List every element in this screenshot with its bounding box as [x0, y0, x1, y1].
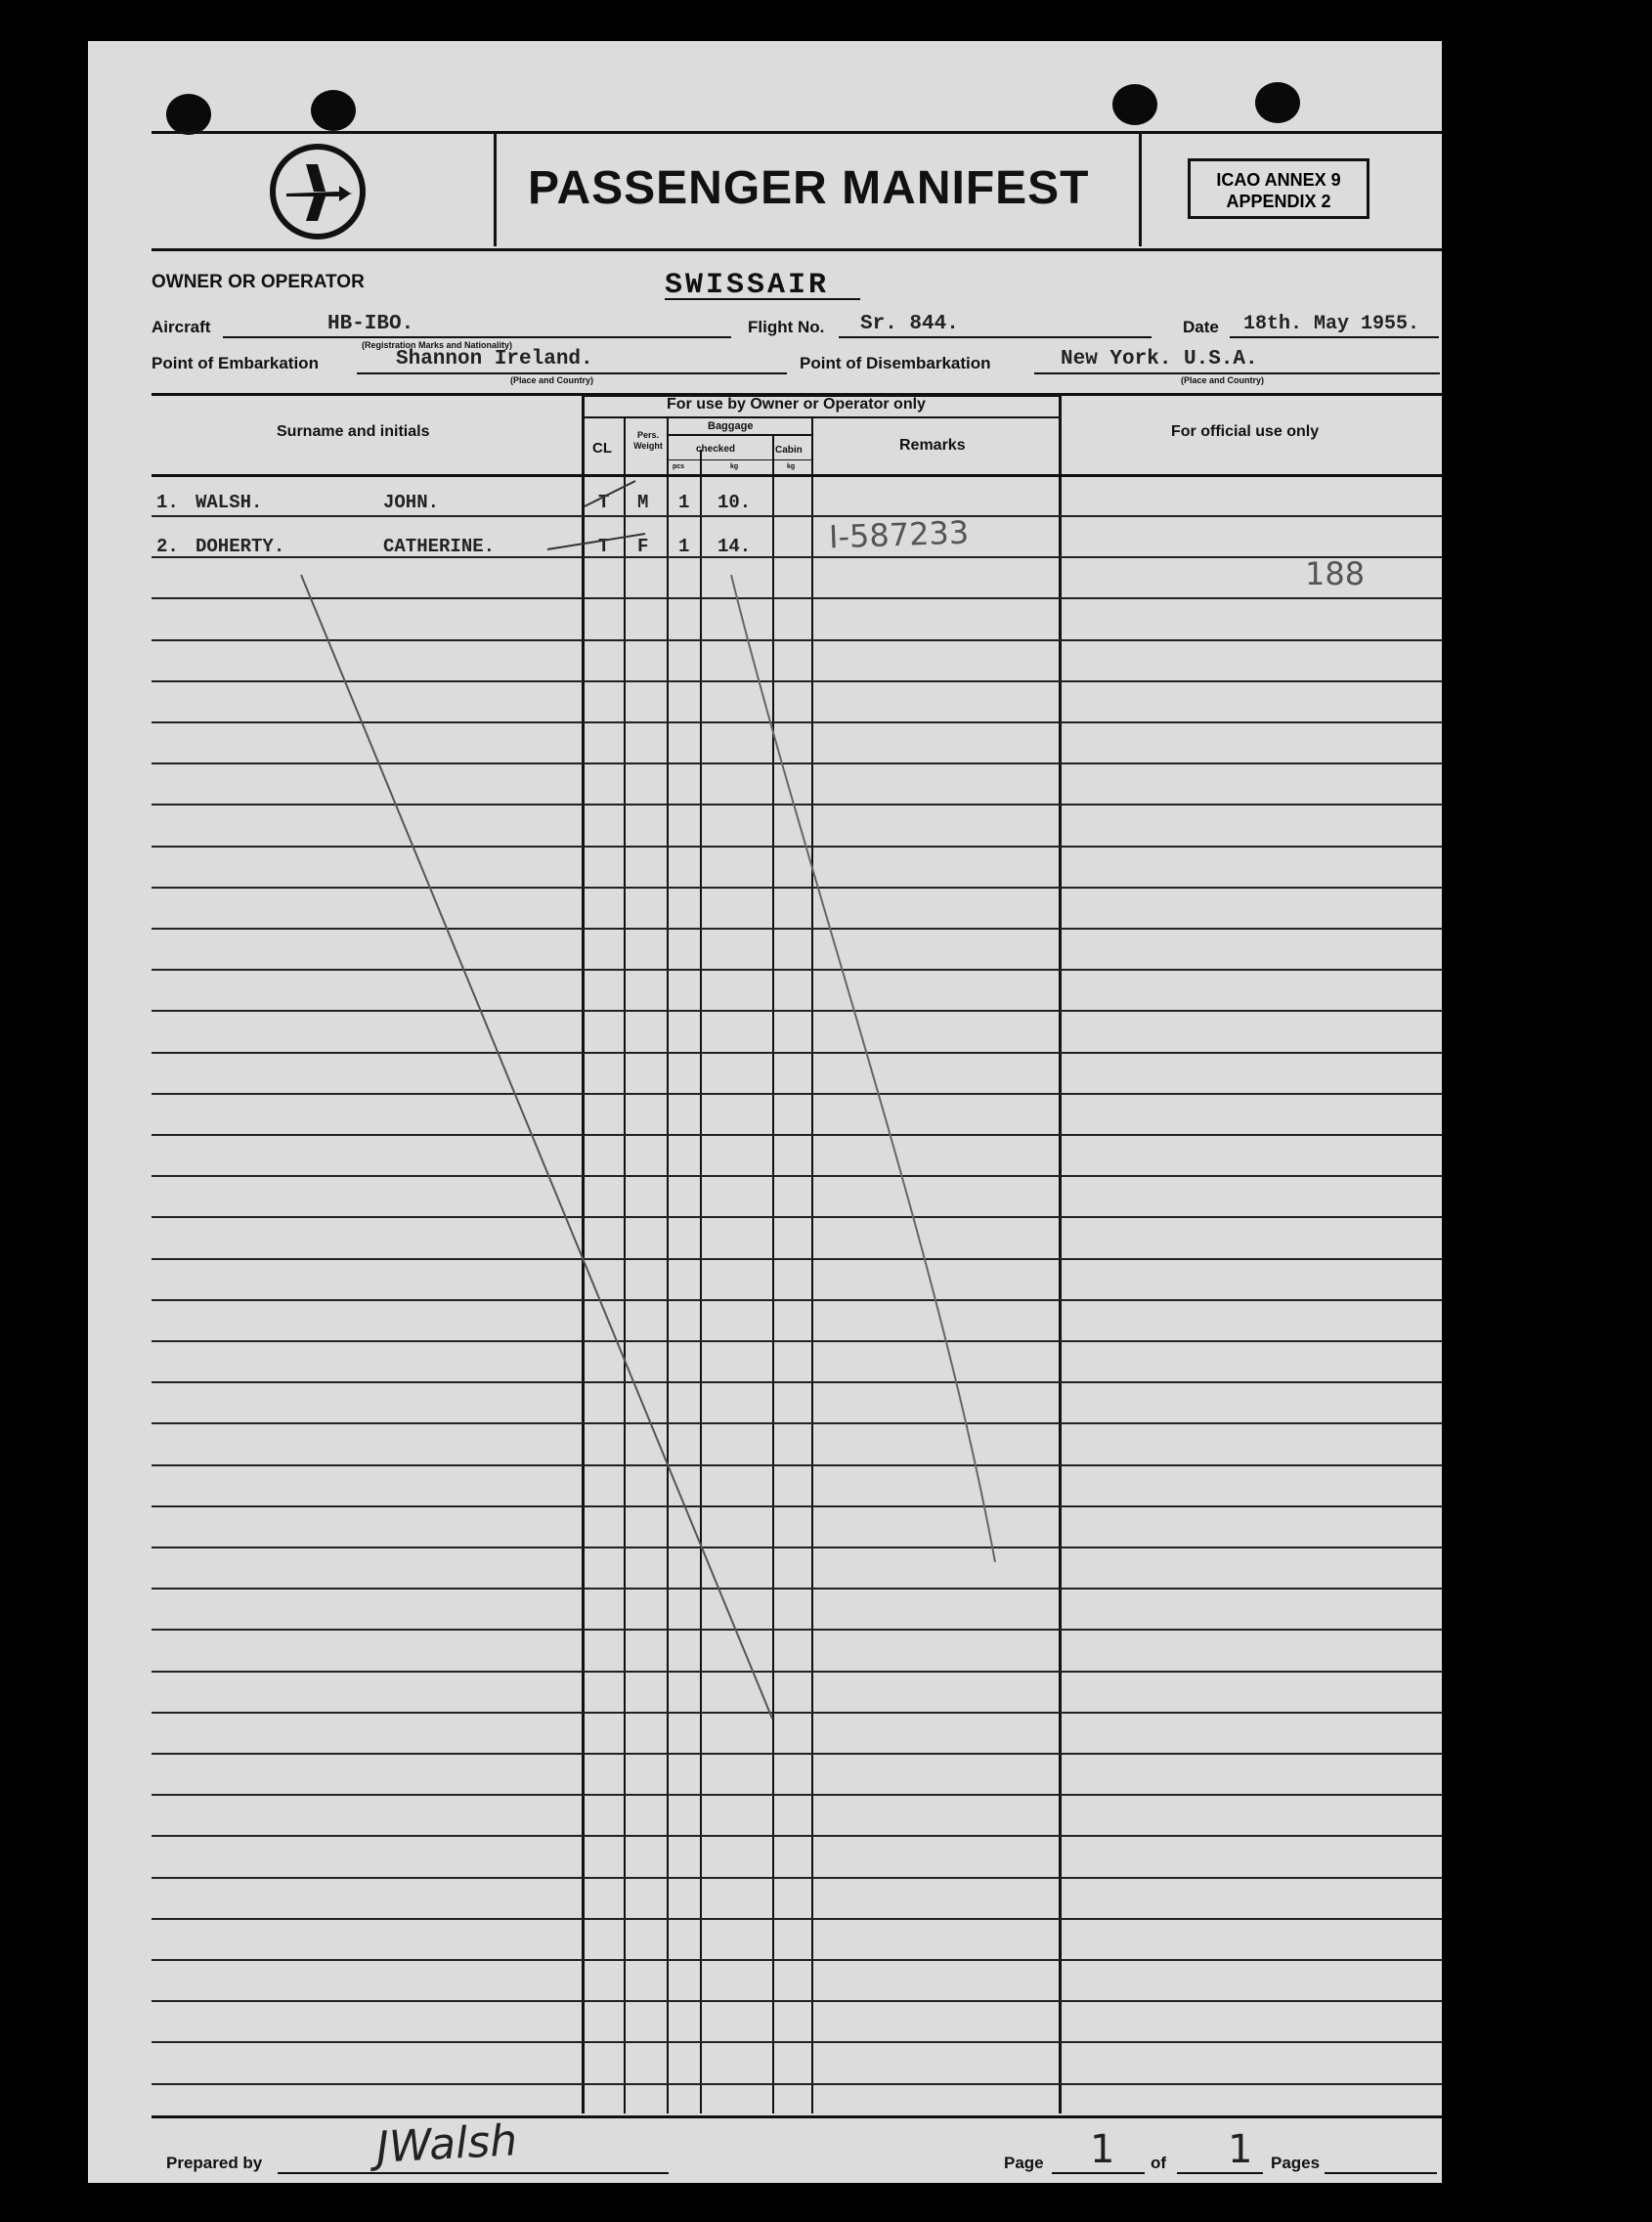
page-underline [1052, 2172, 1145, 2174]
col-baggage: Baggage [708, 420, 754, 432]
disembark-note: (Place and Country) [1181, 375, 1265, 385]
of-value: 1 [1228, 2127, 1253, 2172]
aircraft-label: Aircraft [152, 318, 211, 336]
col-remarks: Remarks [899, 437, 966, 454]
passenger-sex: F [637, 536, 649, 557]
col-surname: Surname and initials [277, 423, 430, 440]
col-pers-weight: Pers. Weight [633, 430, 663, 451]
passenger-kg: 10. [717, 492, 752, 513]
footer-rule [152, 2115, 1442, 2118]
col-official: For official use only [1171, 423, 1320, 440]
passenger-class: T [598, 536, 610, 557]
passenger-first-name: CATHERINE. [383, 536, 496, 557]
owner-value: SWISSAIR [665, 269, 830, 302]
disembark-value: New York. U.S.A. [1061, 348, 1258, 370]
embark-value: Shannon Ireland. [396, 348, 593, 370]
passenger-num: 1. [156, 492, 179, 513]
col-cl: CL [592, 440, 612, 457]
passenger-surname: DOHERTY. [196, 536, 285, 557]
flight-value: Sr. 844. [860, 313, 959, 335]
flight-label: Flight No. [748, 318, 825, 336]
pages-underline [1325, 2172, 1437, 2174]
owner-label: OWNER OR OPERATOR [152, 272, 365, 292]
pencil-stroke [301, 575, 772, 1719]
tick-mark [547, 534, 645, 549]
aircraft-value: HB-IBO. [327, 313, 414, 335]
date-value: 18th. May 1955. [1243, 313, 1420, 335]
tick-mark [585, 481, 635, 506]
signature: JWalsh [374, 2115, 519, 2173]
pages-label: Pages [1271, 2154, 1321, 2172]
passenger-first-name: JOHN. [383, 492, 440, 513]
embark-label: Point of Embarkation [152, 354, 319, 372]
page-label: Page [1004, 2154, 1044, 2172]
registration-note: (Registration Marks and Nationality) [362, 340, 513, 350]
passenger-pcs: 1 [678, 536, 690, 557]
passenger-class: T [598, 492, 610, 513]
passenger-sex: M [637, 492, 649, 513]
col-operator-only: For use by Owner or Operator only [667, 396, 926, 413]
icao-line-2: APPENDIX 2 [1226, 192, 1331, 211]
col-cabin: Cabin [775, 445, 803, 456]
disembark-label: Point of Disembarkation [800, 354, 991, 372]
passenger-pcs: 1 [678, 492, 690, 513]
passenger-surname: WALSH. [196, 492, 263, 513]
pencil-stroke [731, 575, 995, 1562]
passenger-kg: 14. [717, 536, 752, 557]
form-title: PASSENGER MANIFEST [528, 162, 1090, 214]
date-label: Date [1183, 318, 1219, 336]
prepared-label: Prepared by [166, 2154, 263, 2172]
passenger-remarks: I-587233 [828, 513, 970, 556]
col-cabin-kg: kg [787, 463, 796, 470]
of-underline [1177, 2172, 1263, 2174]
page-value: 1 [1090, 2127, 1115, 2172]
embark-note: (Place and Country) [510, 375, 594, 385]
prepared-underline [278, 2172, 669, 2174]
of-label: of [1151, 2154, 1167, 2172]
col-kg: kg [730, 463, 739, 470]
col-checked: checked [696, 444, 736, 455]
icao-line-1: ICAO ANNEX 9 [1216, 170, 1341, 190]
passenger-num: 2. [156, 536, 179, 557]
col-pcs: pcs [673, 463, 685, 470]
official-note: 188 [1305, 555, 1366, 592]
